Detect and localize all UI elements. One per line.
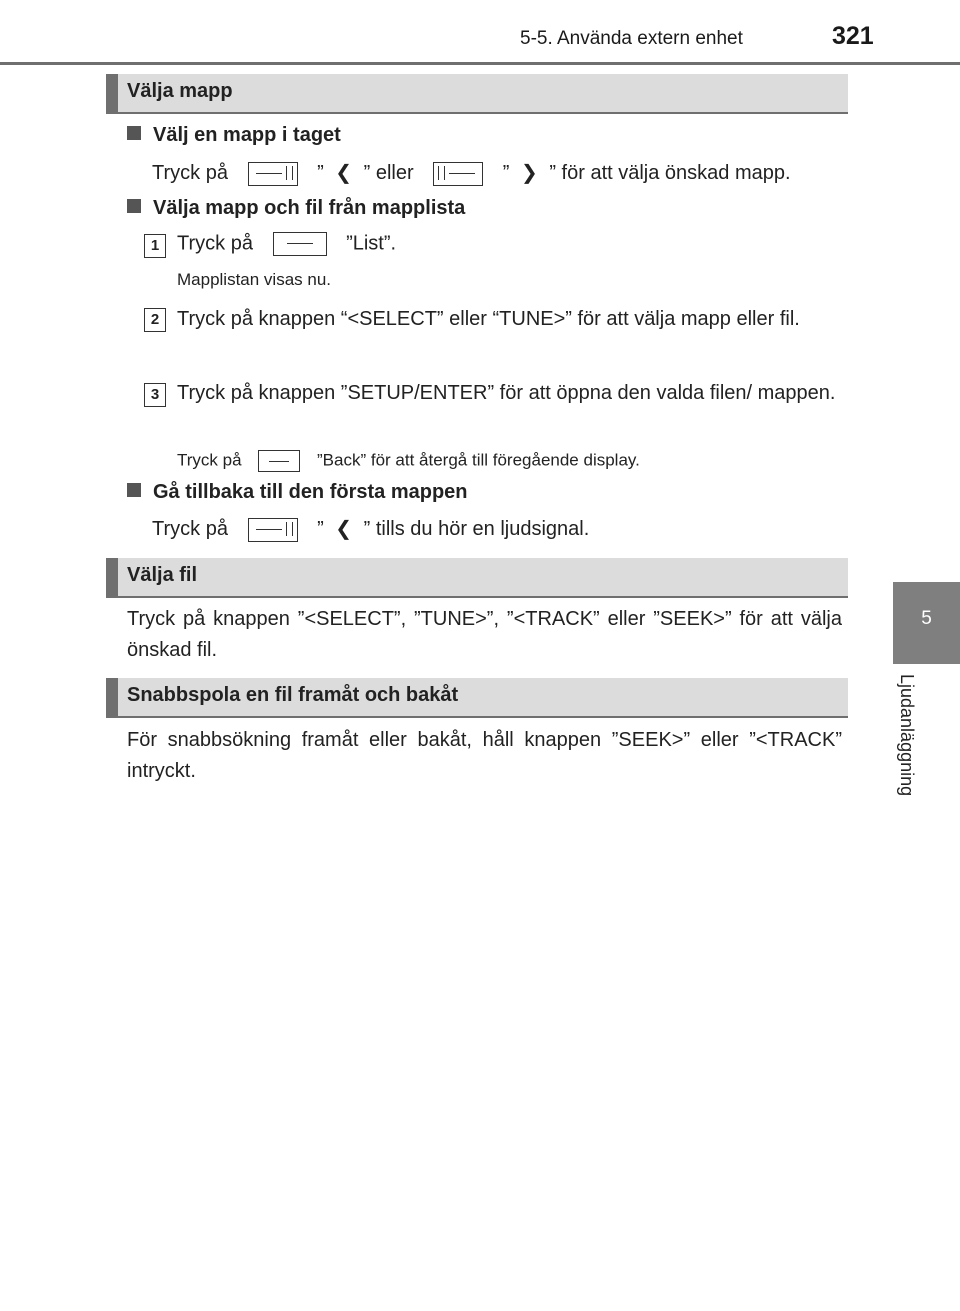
section-heading-valja-mapp [106, 74, 848, 114]
square-bullet-icon [127, 126, 141, 140]
chevron-left-icon: ❮ [335, 518, 353, 540]
chapter-number: 5 [921, 608, 932, 629]
section-3-text: För snabbsökning framåt eller bakåt, håll knappen ”SEEK>” eller ”<TRACK” intryckt. [127, 729, 842, 782]
instruction-line-1: Tryck på ” ❮ ” eller ” ❯ ” för att välja önskad mapp. [152, 162, 791, 184]
step-2-text: Tryck på knappen “<SELECT” eller “TUNE>” för att välja mapp eller fil. [177, 308, 800, 330]
heading-bar [106, 678, 118, 716]
subheading-valja-mapp-och-fil: Välja mapp och fil från mapplista [127, 197, 465, 220]
button-seek-left-icon [248, 518, 298, 542]
instruction-line-3: Tryck på ” ❮ ” tills du hör en ljudsignal. [152, 518, 590, 540]
step-1-note: Mapplistan visas nu. [177, 270, 332, 289]
chevron-left-icon: ❮ [335, 162, 353, 184]
page-number: 321 [832, 22, 874, 50]
heading-text: Välja fil [127, 564, 198, 586]
square-bullet-icon [127, 199, 141, 213]
button-list-icon [273, 232, 327, 256]
heading-bar [106, 74, 118, 112]
page-header [0, 0, 960, 64]
chevron-right-icon: ❯ [521, 162, 538, 184]
chapter-tab [893, 582, 960, 664]
step-number-3: 3 [144, 383, 166, 407]
step-number-1: 1 [144, 234, 166, 258]
back-note: Tryck på ”Back” för att återgå till föregående display. [177, 450, 640, 472]
subheading-valj-en-mapp: Välj en mapp i taget [127, 124, 341, 147]
button-seek-left-icon [248, 162, 298, 186]
header-rule [0, 62, 960, 65]
step-1-text: Tryck på ”List”. [177, 232, 397, 255]
button-back-icon [258, 450, 300, 472]
heading-text: Välja mapp [127, 80, 233, 102]
step-3-text: Tryck på knappen ”SETUP/ENTER” för att öppna den valda filen/ mappen. [177, 382, 836, 404]
section-title: 5-5. Använda extern enhet [520, 28, 743, 49]
heading-bar [106, 558, 118, 596]
section-heading-valja-fil [106, 558, 848, 598]
square-bullet-icon [127, 483, 141, 497]
chapter-side-label [896, 674, 922, 874]
button-seek-right-icon [433, 162, 483, 186]
heading-text: Snabbspola en fil framåt och bakåt [127, 684, 459, 706]
section-2-text: Tryck på knappen ”<SELECT”, ”TUNE>”, ”<TRACK” eller ”SEEK>” för att välja önskad fil. [127, 608, 842, 661]
subheading-ga-tillbaka: Gå tillbaka till den första mappen [127, 481, 468, 504]
step-number-2: 2 [144, 308, 166, 332]
section-heading-snabbspola [106, 678, 848, 718]
chapter-label: Ljudanläggning [897, 674, 917, 797]
